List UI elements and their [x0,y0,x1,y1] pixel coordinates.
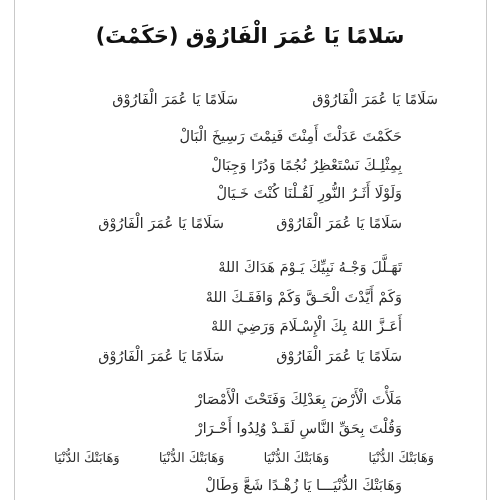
stanza-1-line-3: وَلَوْلَا أَثَـرُ النُّورِ لَقُـلْنَا كُنْتَ خَـيَالْ [216,186,402,202]
repeated-phrase-1: وَهَابَتْكَ الدُّنْيَا [368,451,434,466]
repeated-phrase-4: وَهَابَتْكَ الدُّنْيَا [54,451,120,466]
refrain-1-second-half: سَلَامًا يَا عُمَرَ الْفَارُوْق [312,92,438,108]
refrain-1-first-half: سَلَامًا يَا عُمَرَ الْفَارُوْق [112,92,238,108]
stanza-2-line-1: تَهَـلَّلَ وَجْـهُ نَبِيِّكَ يَـوْمَ هَدَاكَ اللهْ [218,260,402,276]
repeated-phrase-2: وَهَابَتْكَ الدُّنْيَا [263,451,330,466]
stanza-3-line-2: وَقُلْتَ بِحَقِّ النَّاسِ لَقَـدْ وُلِدُوا أَحْـرَارْ [195,421,402,437]
page-title: سَلامًا يَا عُمَرَ الْفَارُوْق (حَكَمْتَ) [95,24,405,48]
repeated-phrase-row [54,449,434,469]
stanza-3-last-line: وَهَابَتْكَ الدُّنْيَـــا يَا زُهْـدًا شَعَّ وَطَالْ [205,478,402,494]
refrain-2-first-half: سَلَامًا يَا عُمَرَ الْفَارُوْق [276,216,402,232]
page-border-right [486,0,487,500]
stanza-3-line-1: مَلَأْتَ الْأَرْضَ بِعَدْلِكَ وَفَتَحْتَ الْأَمْصَارْ [195,392,402,408]
stanza-2-line-2: وَكَمْ أَيَّدْتَ الْحَـقَّ وَكَمْ وَافَقَـكَ اللهْ [205,290,402,306]
stanza-2-line-3: أَعَـزَّ اللهُ بِكَ الْإِسْـلَامَ وَرَضِيَ اللهْ [211,319,402,335]
page-border-left [14,0,15,500]
repeated-phrase-3: وَهَابَتْكَ الدُّنْيَا [158,451,225,466]
refrain-2-second-half: سَلَامًا يَا عُمَرَ الْفَارُوْق [98,216,224,232]
stanza-1-line-1: حَكَمْتَ عَدَلْتَ أَمِنْتَ فَنِمْتَ رَسِيخَ الْبَالْ [179,129,402,145]
refrain-3-second-half: سَلَامًا يَا عُمَرَ الْفَارُوْق [98,349,224,365]
refrain-3-first-half: سَلَامًا يَا عُمَرَ الْفَارُوْق [276,349,402,365]
stanza-1-line-2: بِمِثْلِـكَ نَسْتَعْظِرُ نُجُمًا وَدُرًا وَجِبَالْ [211,158,402,174]
